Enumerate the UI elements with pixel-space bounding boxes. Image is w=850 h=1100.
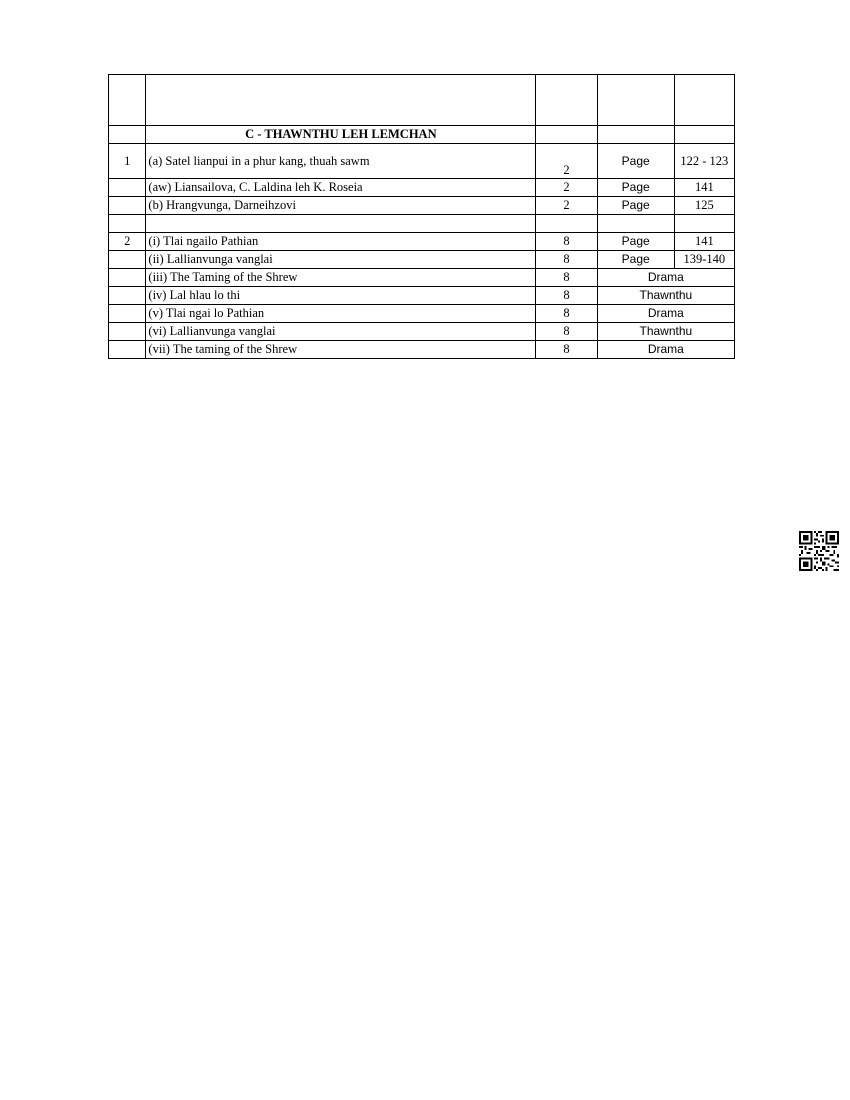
qr-code-icon xyxy=(799,531,839,571)
item-marks: 8 xyxy=(536,251,597,269)
item-page: 139-140 xyxy=(674,251,734,269)
item-category: Thawnthu xyxy=(597,323,734,341)
header-cell xyxy=(674,75,734,126)
item-number xyxy=(109,323,146,341)
item-number xyxy=(109,179,146,197)
table-row xyxy=(109,144,735,179)
table-row xyxy=(109,341,735,359)
item-number xyxy=(109,287,146,305)
item-number: 1 xyxy=(109,144,146,179)
table-row xyxy=(109,233,735,251)
item-page: 141 xyxy=(674,233,734,251)
item-marks: 2 xyxy=(536,179,597,197)
item-marks: 8 xyxy=(536,233,597,251)
item-category: Thawnthu xyxy=(597,287,734,305)
item-title: (vii) The taming of the Shrew xyxy=(146,341,536,359)
item-number xyxy=(109,197,146,215)
item-number: 2 xyxy=(109,233,146,251)
table-row xyxy=(109,251,735,269)
item-page: 141 xyxy=(674,179,734,197)
table-row xyxy=(109,179,735,197)
item-type: Page xyxy=(597,233,674,251)
item-marks: 8 xyxy=(536,305,597,323)
item-marks: 8 xyxy=(536,269,597,287)
section-row xyxy=(109,126,735,144)
item-page: 122 - 123 xyxy=(674,144,734,179)
item-type: Page xyxy=(597,251,674,269)
table-row xyxy=(109,305,735,323)
item-number xyxy=(109,269,146,287)
item-title: (a) Satel lianpui in a phur kang, thuah sawm xyxy=(146,144,536,179)
table-row xyxy=(109,287,735,305)
item-title: (v) Tlai ngai lo Pathian xyxy=(146,305,536,323)
table-row xyxy=(109,323,735,341)
table-header-row xyxy=(109,75,735,126)
item-number xyxy=(109,305,146,323)
item-marks: 2 xyxy=(536,197,597,215)
table-row xyxy=(109,269,735,287)
section-title: C - THAWNTHU LEH LEMCHAN xyxy=(146,126,536,144)
syllabus-table xyxy=(108,74,735,359)
item-number xyxy=(109,251,146,269)
header-cell xyxy=(109,75,146,126)
item-category: Drama xyxy=(597,269,734,287)
item-title: (ii) Lallianvunga vanglai xyxy=(146,251,536,269)
item-title: (i) Tlai ngailo Pathian xyxy=(146,233,536,251)
item-category: Drama xyxy=(597,305,734,323)
item-marks: 8 xyxy=(536,287,597,305)
item-title: (iv) Lal hlau lo thi xyxy=(146,287,536,305)
item-marks: 2 xyxy=(536,144,597,179)
item-type: Page xyxy=(597,144,674,179)
item-title: (aw) Liansailova, C. Laldina leh K. Roseia xyxy=(146,179,536,197)
item-type: Page xyxy=(597,179,674,197)
item-title: (vi) Lallianvunga vanglai xyxy=(146,323,536,341)
spacer-row xyxy=(109,215,735,233)
item-category: Drama xyxy=(597,341,734,359)
header-cell xyxy=(536,75,597,126)
table-row xyxy=(109,197,735,215)
header-cell xyxy=(597,75,674,126)
item-marks: 8 xyxy=(536,341,597,359)
item-title: (iii) The Taming of the Shrew xyxy=(146,269,536,287)
item-type: Page xyxy=(597,197,674,215)
item-page: 125 xyxy=(674,197,734,215)
header-cell xyxy=(146,75,536,126)
item-marks: 8 xyxy=(536,323,597,341)
item-title: (b) Hrangvunga, Darneihzovi xyxy=(146,197,536,215)
item-number xyxy=(109,341,146,359)
